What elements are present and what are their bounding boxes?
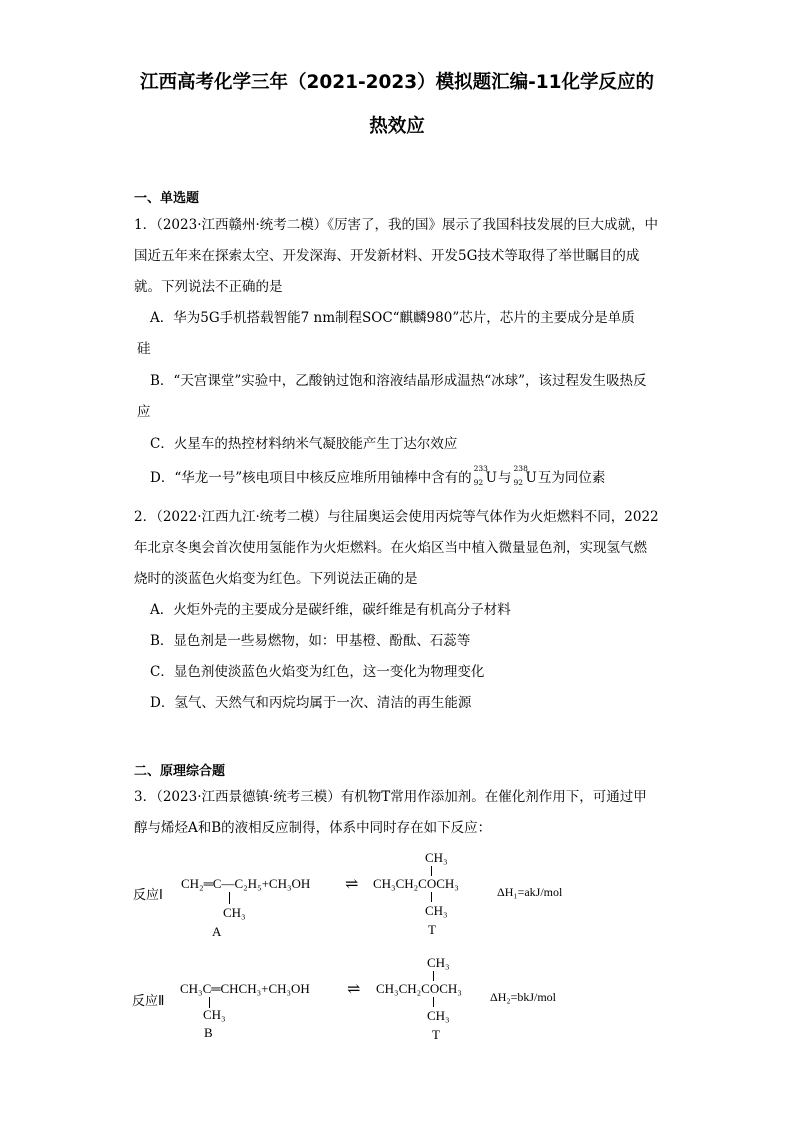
reaction-1-product-bottom: CH₃ — [425, 903, 448, 918]
reaction-2-product-bottom: CH₃ — [427, 1008, 450, 1023]
reaction-1-bond — [229, 892, 230, 904]
q2-option-d: D．氢气、天然气和丙烷均属于一次、清洁的再生能源 — [150, 695, 472, 711]
q1-stem-line: 国近五年来在探索太空、开发深海、开发新材料、开发5G技术等取得了举世瞩目的成 — [134, 248, 640, 264]
q2-option-b: B．显色剂是一些易燃物，如：甲基橙、酚酞、石蕊等 — [150, 633, 471, 649]
reaction-2-compound-b: B — [204, 1025, 213, 1040]
q3-stem-line: 醇与烯烃A和B的液相反应制得，体系中同时存在如下反应： — [134, 820, 492, 836]
q1-option-b-cont: 应 — [137, 404, 151, 420]
reaction-1-product-bond-bottom — [431, 892, 432, 902]
q2-option-c: C．显色剂使淡蓝色火焰变为红色，这一变化为物理变化 — [150, 664, 485, 680]
reaction-1-branch: CH₃ — [223, 905, 246, 920]
reaction-1-compound-t: T — [428, 922, 436, 937]
uranium-233-isotope: 233 92 U — [473, 464, 498, 487]
reaction-2-product-top: CH₃ — [427, 955, 450, 970]
reaction-1-product: CH₃CH₂COCH₃ — [373, 876, 459, 891]
q1-option-a: A．华为5G手机搭载智能7 nm制程SOC“麒麟980”芯片，芯片的主要成分是单质 — [150, 310, 635, 326]
equilibrium-arrow-icon: ⇌ — [347, 981, 361, 998]
reaction-1-product-top: CH₃ — [425, 850, 448, 865]
q2-stem-line: 年北京冬奥会首次使用氢能作为火炬燃料。在火焰区当中植入微量显色剂，实现氢气燃 — [134, 540, 647, 556]
reaction-1-reactants: CH₂═C—C₂H₅+CH₃OH — [181, 876, 311, 891]
q1-option-b: B．“天宫课堂”实验中，乙酸钠过饱和溶液结晶形成温热“冰球”，该过程发生吸热反 — [150, 373, 647, 389]
reaction-2-product: CH₃CH₂COCH₃ — [376, 981, 462, 996]
reaction-2-reactants: CH₃C═CHCH₃+CH₃OH — [180, 981, 310, 996]
equilibrium-arrow-icon: ⇌ — [345, 876, 359, 893]
q2-stem-line: 2．（2022·江西九江·统考二模）与往届奥运会使用丙烷等气体作为火炬燃料不同，2022 — [134, 509, 659, 525]
q1-option-c: C．火星车的热控材料纳米气凝胶能产生丁达尔效应 — [150, 436, 458, 452]
q1-option-d-connector: 与 — [498, 470, 512, 486]
reaction-2-enthalpy: ΔH₂=bkJ/mol — [490, 990, 557, 1004]
reaction-2-product-bond-top — [433, 971, 434, 981]
q1-option-a-cont: 硅 — [137, 341, 151, 357]
section-heading-comprehensive: 二、原理综合题 — [134, 764, 226, 779]
q1-stem-line: 1．（2023·江西赣州·统考二模）《厉害了，我的国》展示了我国科技发展的巨大成就，中 — [134, 217, 659, 233]
reaction-2-branch: CH₃ — [203, 1007, 226, 1022]
reaction-2-compound-t: T — [432, 1027, 440, 1042]
reaction-1-product-bond-top — [431, 866, 432, 876]
q1-option-d-text: D．“华龙一号”核电项目中核反应堆所用铀棒中含有的 — [150, 470, 472, 486]
q1-option-d-tail: 互为同位素 — [537, 470, 606, 486]
q1-option-d — [150, 466, 605, 486]
q2-option-a: A．火炬外壳的主要成分是碳纤维，碳纤维是有机高分子材料 — [150, 602, 511, 618]
document-title-line1: 江西高考化学三年（2021-2023）模拟题汇编-11化学反应的 — [139, 72, 655, 93]
reaction-1-label: 反应Ⅰ — [133, 888, 163, 903]
q1-stem-line: 就。下列说法不正确的是 — [134, 279, 283, 295]
uranium-238-isotope: 238 92 U — [513, 464, 537, 487]
section-heading-single-choice: 一、单选题 — [134, 191, 200, 206]
reaction-2-product-bond-bottom — [433, 997, 434, 1007]
q3-stem-line: 3．（2023·江西景德镇·统考三模）有机物T常用作添加剂。在催化剂作用下，可通过甲 — [134, 789, 647, 805]
document-title-line2: 热效应 — [369, 116, 425, 137]
reaction-1-compound-a: A — [212, 924, 222, 939]
reaction-1-enthalpy: ΔH₁=akJ/mol — [497, 885, 563, 899]
q2-stem-line: 烧时的淡蓝色火焰变为红色。下列说法正确的是 — [134, 571, 418, 587]
reaction-2-label: 反应Ⅱ — [132, 994, 165, 1009]
